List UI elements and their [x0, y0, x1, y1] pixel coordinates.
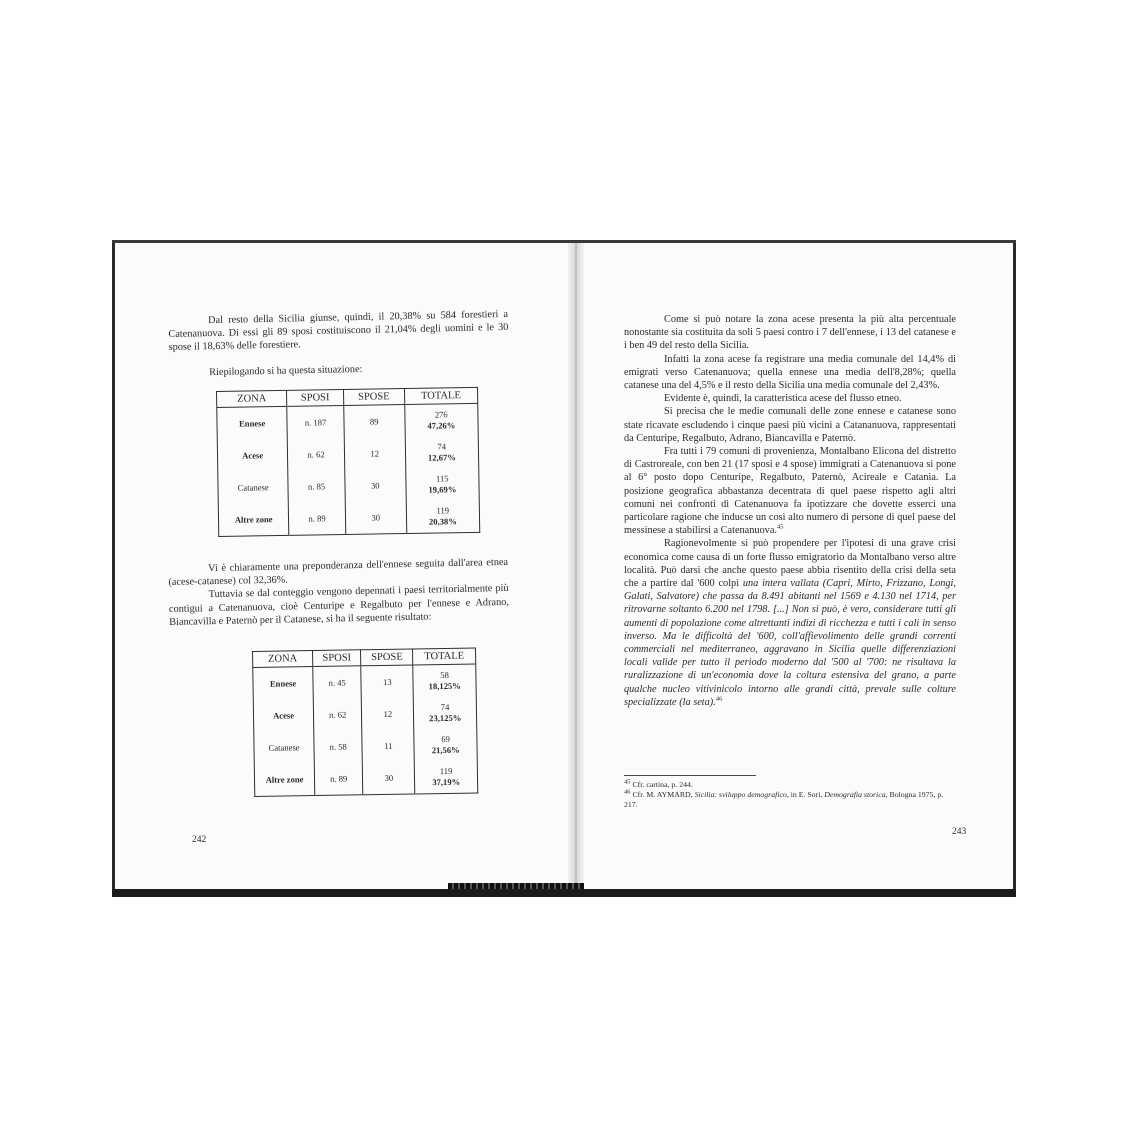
- footnote-ref-46: 46: [715, 695, 723, 703]
- cell-totale: [405, 436, 479, 469]
- col-header-zona: ZONA: [253, 651, 313, 668]
- left-paragraph-2: Riepilogando si ha questa situazione:: [209, 363, 363, 378]
- cell-sposi: n. 62: [288, 438, 345, 471]
- cell-spose: 30: [345, 501, 406, 534]
- cell-zona: Catanese: [268, 741, 300, 753]
- cell-sposi: n. 58: [314, 730, 363, 763]
- cell-spose: 89: [344, 405, 405, 438]
- cell-spose: 30: [345, 469, 406, 502]
- paragraph-5-text: Fra tutti i 79 comuni di provenienza, Montalbano Elicona del distretto di Castroreale, con ben 21 (17 sposi e 4 spose) immigrati a Catenanuova si pone al 6° posto dopo Centuripe, Regalbuto, Paternò, Acireale e Catania. La posizione geografica abbastanza decentrata di quel paese rispetto agli altri comuni nei confronti di Catenanuova fa ipotizzare che dovette esserci una particolare ragione che inducse un così alto numero di persone di quel paese del messinese a stabilirsi a Catenanuova.: [624, 446, 956, 537]
- footnote-ref-45: 45: [776, 523, 784, 531]
- cell-spose: 30: [363, 761, 416, 794]
- cell-sposi: n. 62: [313, 698, 362, 731]
- col-header-spose: SPOSE: [361, 649, 413, 666]
- cell-sposi: n. 85: [288, 470, 345, 503]
- cell-spose: 12: [344, 437, 405, 470]
- bottom-edge-marks: [448, 883, 584, 889]
- col-header-sposi: SPOSI: [313, 650, 362, 667]
- right-paragraph-3: Evidente è, quindi, la caratteristica acese del flusso etneo.: [664, 393, 902, 405]
- cell-zona: Acese: [242, 449, 264, 461]
- cell-totale: [413, 664, 476, 697]
- totale-value: 115: [435, 473, 449, 484]
- cell-totale: [414, 696, 477, 729]
- totale-percent: 19,69%: [428, 484, 457, 495]
- col-header-totale: TOTALE: [404, 387, 478, 404]
- totale-percent: 37,19%: [432, 776, 461, 788]
- cell-zona: Ennese: [269, 677, 297, 689]
- table-row: [254, 728, 477, 763]
- paragraph-6-text: Ragionevolmente si può propendere per l'ipotesi di una grave crisi economica come causa di un forte flusso emigratorio da Montalbano verso altre località. Può darsi che anche questo paese abbia risentito della crisi della seta che a partire dal '600 colpì: [624, 538, 956, 590]
- totale-percent: 21,56%: [431, 744, 460, 756]
- left-paragraph-1: Dal resto della Sicilia giunse, quindi, il 20,38% su 584 forestieri a Catenanuova. Di essi gli 89 sposi costituiscono il 21,04% degli uomini e le 30 spose il 18,63% delle forestiere.: [168, 308, 509, 354]
- cell-totale: [415, 760, 478, 793]
- book-spread: [112, 240, 1016, 897]
- footnote-46: [624, 790, 956, 810]
- right-paragraph-4: Si precisa che le medie comunali delle zone ennese e catanese sono state ricavate escludendo i cinque paesi più vicini a Catananuova, rappresentati da Centuripe, Regalbuto, Adrano, Biancavilla e Paternò.: [624, 406, 956, 444]
- cell-totale: [405, 468, 479, 501]
- table-row: [217, 403, 478, 440]
- table-row: [254, 760, 477, 796]
- cell-totale: [414, 728, 477, 761]
- cell-spose: 11: [362, 729, 414, 762]
- paragraph-6-quote: una intera vallata (Capri, Mirto, Frizzano, Longi, Galati, Salvatore) che passa da 8.491 abitanti nel 1569 e 4.130 nel 1714, per ritrovarne soltanto 6.200 nel 1798. [...] Non si può, è vero, considerare tutti gli aumenti di popolazione come altrettanti indizi di ricchezza e tutti i cali in senso inverso. Ma le difficoltà del '600, coll'affievolimento delle grandi correnti commerciali nel mediterraneo, aggravano in Sicilia quelle differenziazioni locali valide per tutto il periodo moderno dal '500 al '700: ne risultava la ruralizzazione di un'economia dove la coltura estensiva del grano, a parte qualche nucleo vitivinicolo intorno alle grandi città, prevale sulle colture specializzate (la seta).: [624, 578, 956, 708]
- totale-value: 119: [436, 505, 450, 516]
- right-paragraph-2: Infatti la zona acese fa registrare una media comunale del 14,4% di emigrati verso Catenanuova; quella ennese una media dell'8,28%; quella catanese una del 4,5% e il resto della Sicilia una media comunale del 2,43%.: [624, 353, 956, 392]
- left-page: [112, 243, 568, 889]
- footnote-title-2: Demografia storica: [824, 790, 886, 799]
- cell-zona: Ennese: [238, 417, 266, 429]
- footnote-number: 45: [624, 778, 631, 786]
- footnote-text-e: , Bologna 1975, p. 217.: [624, 790, 944, 809]
- footnote-45: [624, 780, 956, 790]
- cell-zona: Altre zone: [234, 513, 273, 525]
- right-paragraph-1: Come si può notare la zona acese presenta la più alta percentuale nonostante sia costituita da soli 5 paesi contro i 7 dell'ennese, i 13 del catanese e i ben 49 del resto della Sicilia.: [624, 314, 956, 352]
- right-body-text: [624, 313, 956, 709]
- cell-zona: Altre zone: [265, 773, 304, 785]
- cell-sposi: n. 89: [289, 502, 346, 535]
- totale-percent: 18,125%: [428, 680, 461, 692]
- cell-sposi: n. 89: [314, 762, 363, 795]
- table-row: [253, 664, 476, 700]
- right-page: [584, 243, 1016, 889]
- footnote-text-c: , in E. Sori,: [786, 790, 825, 799]
- table-row: [217, 436, 478, 472]
- table-row: [218, 500, 479, 537]
- totale-value: 74: [440, 701, 450, 713]
- col-header-sposi: SPOSI: [287, 390, 344, 407]
- totale-percent: 20,38%: [428, 516, 457, 527]
- totale-percent: 23,125%: [429, 712, 462, 724]
- col-header-spose: SPOSE: [343, 389, 404, 406]
- table-zone-adjusted: [252, 647, 478, 797]
- cell-totale: [404, 403, 478, 437]
- right-paragraph-6: [624, 537, 956, 709]
- footnote-text: Cfr. cartina, p. 244.: [632, 780, 693, 789]
- left-paragraph-4: Tuttavia se dal conteggio vengono depennati i paesi territorialmente più contigui a Catenanuova, cioè Centuripe e Regalbuto per l'ennese e Adrano, Biancavilla e Paternò per il Catanese, si ha il seguente risultato:: [168, 583, 510, 628]
- footnotes: [624, 780, 956, 810]
- table-row: [253, 696, 476, 731]
- table-zone-totals: [216, 387, 480, 537]
- footnote-number: 46: [624, 788, 631, 796]
- page-number-right: 243: [952, 827, 967, 837]
- page-number-left: 242: [192, 835, 207, 845]
- totale-percent: 12,67%: [427, 452, 456, 463]
- left-middle-text: [168, 556, 509, 629]
- cell-sposi: n. 45: [313, 666, 362, 699]
- footnote-title-1: Sicilia: sviluppo demografico: [694, 790, 787, 799]
- cell-spose: 13: [361, 665, 414, 698]
- cell-zona: Acese: [272, 709, 295, 721]
- totale-value: 119: [439, 765, 453, 777]
- footnote-divider: [624, 775, 756, 776]
- footnote-text-a: Cfr. M. AYMARD,: [632, 790, 695, 799]
- col-header-totale: TOTALE: [413, 648, 476, 665]
- totale-percent: 47,26%: [427, 420, 456, 431]
- totale-value: 58: [440, 669, 449, 681]
- book-gutter: [568, 243, 584, 889]
- cell-spose: 12: [362, 697, 414, 730]
- col-header-zona: ZONA: [217, 390, 288, 407]
- left-intro-text: [168, 308, 509, 380]
- cell-sposi: n. 187: [287, 405, 344, 438]
- table-row: [218, 468, 479, 504]
- totale-value: 276: [434, 409, 448, 420]
- right-paragraph-5: [624, 445, 956, 537]
- left-paragraph-3: Vi è chiaramente una preponderanza dell'ennese seguita dall'area etnea (acese-catanese) col 32,36%.: [168, 556, 509, 589]
- totale-value: 69: [441, 733, 450, 745]
- totale-value: 74: [437, 441, 447, 452]
- cell-totale: [406, 500, 480, 534]
- cell-zona: Catanese: [237, 481, 269, 493]
